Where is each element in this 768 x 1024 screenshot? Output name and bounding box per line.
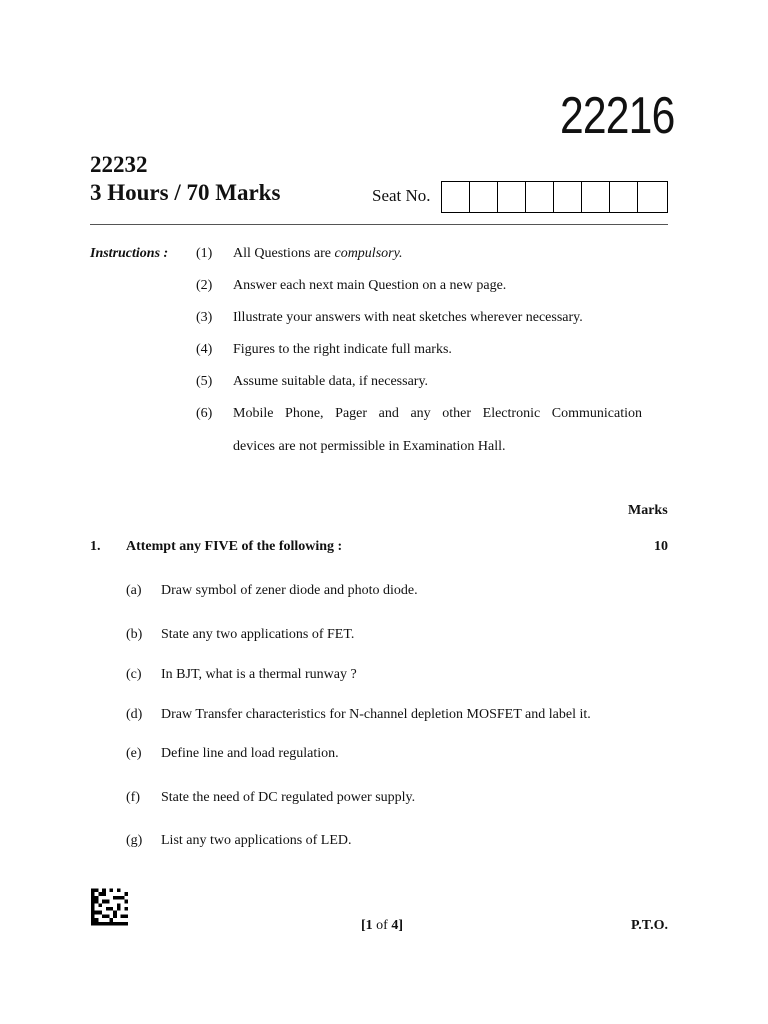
seat-digit-box[interactable] — [638, 182, 667, 212]
instruction-number: (4) — [196, 342, 213, 357]
sub-question-text: State the need of DC regulated power supply. — [161, 790, 416, 805]
instruction-text-continued: devices are not permissible in Examination Hall. — [233, 439, 506, 454]
please-turn-over: P.T.O. — [631, 918, 668, 933]
subject-code: 22232 — [90, 152, 148, 177]
page-number: [1 of 4] — [361, 918, 404, 933]
instruction-text: Assume suitable data, if necessary. — [233, 374, 429, 389]
sub-question-text: Draw symbol of zener diode and photo diode. — [161, 583, 418, 598]
sub-question-number: (g) — [126, 833, 143, 848]
instruction-number: (6) — [196, 406, 213, 421]
sub-question-number: (f) — [126, 790, 140, 805]
seat-digit-box[interactable] — [554, 182, 582, 212]
sub-question-number: (c) — [126, 667, 142, 682]
sub-question-text: State any two applications of FET. — [161, 627, 355, 642]
instruction-number: (1) — [196, 246, 213, 261]
instruction-emphasis: compulsory. — [334, 246, 403, 261]
instruction-text: All Questions are compulsory. — [233, 246, 403, 261]
seat-digit-box[interactable] — [582, 182, 610, 212]
seat-number-label: Seat No. — [372, 186, 431, 205]
instruction-text: Mobile Phone, Pager and any other Electronic Communication — [233, 406, 642, 421]
header-divider — [90, 224, 668, 225]
sub-question-number: (a) — [126, 583, 142, 598]
seat-number-boxes[interactable] — [441, 181, 668, 213]
sub-question-text: Define line and load regulation. — [161, 746, 339, 761]
sub-question-number: (b) — [126, 627, 143, 642]
seat-digit-box[interactable] — [610, 182, 638, 212]
marks-column-heading: Marks — [628, 503, 668, 518]
instruction-number: (2) — [196, 278, 213, 293]
instruction-number: (3) — [196, 310, 213, 325]
instruction-text: Figures to the right indicate full marks. — [233, 342, 452, 357]
sub-question-text: In BJT, what is a thermal runway ? — [161, 667, 357, 682]
datamatrix-barcode — [91, 888, 128, 926]
sub-question-text: List any two applications of LED. — [161, 833, 352, 848]
instruction-text: Illustrate your answers with neat sketches wherever necessary. — [233, 310, 583, 325]
sub-question-number: (e) — [126, 746, 142, 761]
seat-digit-box[interactable] — [526, 182, 554, 212]
question-number: 1. — [90, 539, 101, 554]
duration-marks: 3 Hours / 70 Marks — [90, 180, 281, 205]
seat-digit-box[interactable] — [470, 182, 498, 212]
sub-question-number: (d) — [126, 707, 143, 722]
instructions-label: Instructions : — [90, 246, 169, 261]
paper-code: 22216 — [560, 87, 675, 145]
instruction-text: Answer each next main Question on a new page. — [233, 278, 507, 293]
question-marks: 10 — [654, 539, 668, 554]
seat-digit-box[interactable] — [442, 182, 470, 212]
instruction-number: (5) — [196, 374, 213, 389]
seat-digit-box[interactable] — [498, 182, 526, 212]
question-title: Attempt any FIVE of the following : — [126, 539, 343, 554]
sub-question-text: Draw Transfer characteristics for N-channel depletion MOSFET and label it. — [161, 707, 591, 722]
